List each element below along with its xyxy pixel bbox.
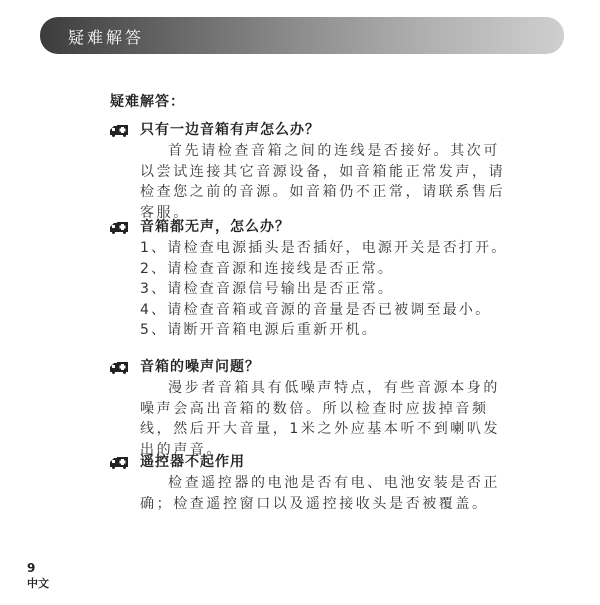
faq-steps-list [110, 238, 508, 341]
page-footer [27, 560, 49, 592]
section-header-bar [40, 17, 564, 54]
repair-truck-icon [110, 456, 129, 469]
repair-truck-icon [110, 221, 129, 234]
faq-item [110, 216, 508, 341]
faq-item [110, 119, 515, 223]
faq-item [110, 356, 515, 460]
faq-question-text: 音箱的噪声问题？ [140, 359, 260, 375]
faq-question-text: 只有一边音箱有声怎么办？ [140, 122, 320, 138]
faq-question-text: 音箱都无声，怎么办？ [140, 219, 290, 235]
language-label: 中文 [27, 577, 49, 590]
faq-step: 5、请断开音箱电源后重新开机。 [140, 322, 378, 338]
faq-question-text: 遥控器不起作用 [140, 454, 245, 470]
faq-answer: 漫步者音箱具有低噪声特点，有些音源本身的噪声会高出音箱的数倍。所以检查时应拔掉音频线，然后开大音量，1米之外应基本听不到喇叭发出的声音。 [140, 380, 501, 458]
repair-truck-icon [110, 124, 129, 137]
faq-item [110, 451, 515, 514]
faq-content [110, 92, 520, 512]
faq-question [110, 216, 508, 238]
faq-step: 2、请检查音源和连接线是否正常。 [140, 260, 395, 277]
faq-question [110, 119, 515, 141]
faq-step: 3、请检查音源信号输出是否正常。 [140, 281, 395, 297]
faq-question [110, 356, 515, 378]
faq-answer: 检查遥控器的电池是否有电、电池安装是否正确；检查遥控窗口以及遥控接收头是否被覆盖。 [140, 475, 500, 512]
faq-question [110, 451, 515, 473]
faq-step: 1、请检查电源插头是否插好，电源开关是否打开。 [140, 240, 508, 256]
section-title: 疑难解答 [68, 28, 145, 47]
repair-truck-icon [110, 361, 129, 374]
page-number: 9 [27, 561, 36, 575]
page-heading: 疑难解答： [110, 94, 185, 110]
faq-answer: 首先请检查音箱之间的连线是否接好。其次可以尝试连接其它音源设备，如音箱能正常发声，请检查您之前的音源。如音箱仍不正常，请联系售后客服。 [140, 143, 506, 221]
faq-step: 4、请检查音箱或音源的音量是否已被调至最小。 [140, 301, 492, 318]
